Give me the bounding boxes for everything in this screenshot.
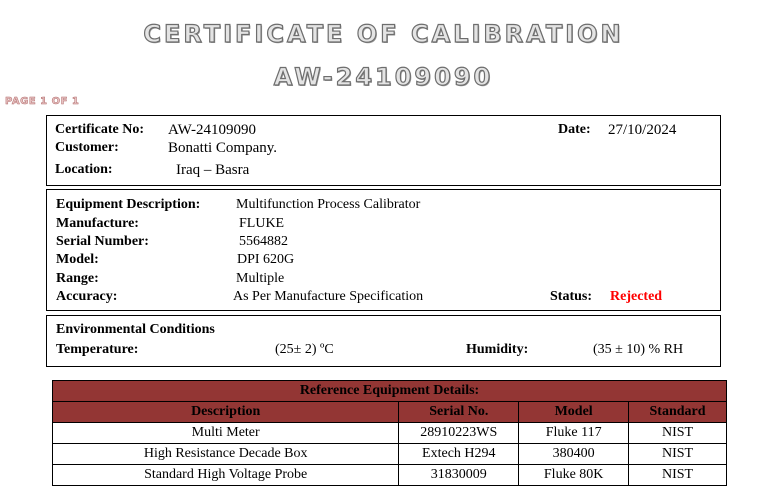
column-header-standard: Standard: [629, 402, 727, 423]
date-label: Date:: [558, 122, 591, 137]
humidity-value: (35 ± 10) % RH: [593, 342, 684, 357]
serial-number-value: 5564882: [239, 234, 288, 249]
manufacture-label: Manufacture:: [56, 216, 139, 231]
status-label: Status:: [550, 289, 593, 304]
customer-label: Customer:: [55, 140, 119, 155]
temperature-value: (25± 2) ºC: [275, 342, 334, 357]
certificate-title: CERTIFICATE OF CALIBRATION: [143, 20, 624, 48]
manufacture-value: FLUKE: [239, 216, 285, 231]
column-header-serial: Serial No.: [399, 402, 519, 423]
cert-no-value: AW-24109090: [168, 122, 256, 138]
cell-serial: 28910223WS: [399, 423, 519, 444]
serial-number-label: Serial Number:: [56, 234, 149, 249]
date-value: 27/10/2024: [608, 122, 677, 138]
reference-table-caption: Reference Equipment Details:: [53, 381, 727, 402]
table-row: [53, 444, 727, 465]
range-label: Range:: [56, 271, 99, 286]
cell-serial: 31830009: [399, 465, 519, 486]
location-value: Iraq – Basra: [176, 162, 250, 178]
certificate-id-title: AW-24109090: [273, 63, 494, 91]
model-label: Model:: [56, 252, 99, 267]
customer-value: Bonatti Company.: [168, 140, 278, 156]
accuracy-label: Accuracy:: [56, 289, 118, 304]
cell-standard: NIST: [629, 423, 727, 444]
reference-equipment-table: [52, 380, 727, 486]
environment-heading: Environmental Conditions: [56, 322, 215, 337]
cell-standard: NIST: [629, 465, 727, 486]
cell-model: Fluke 117: [519, 423, 629, 444]
temperature-label: Temperature:: [56, 342, 139, 357]
status-value: Rejected: [610, 289, 663, 304]
humidity-label: Humidity:: [466, 342, 529, 357]
table-row: [53, 423, 727, 444]
cell-standard: NIST: [629, 444, 727, 465]
range-value: Multiple: [236, 271, 285, 286]
cell-serial: Extech H294: [399, 444, 519, 465]
cell-description: High Resistance Decade Box: [53, 444, 399, 465]
equipment-description-value: Multifunction Process Calibrator: [236, 197, 421, 212]
cell-model: 380400: [519, 444, 629, 465]
column-header-model: Model: [519, 402, 629, 423]
cell-description: Standard High Voltage Probe: [53, 465, 399, 486]
accuracy-value: As Per Manufacture Specification: [233, 289, 424, 304]
model-value: DPI 620G: [237, 252, 295, 267]
column-header-description: Description: [53, 402, 399, 423]
page-number: PAGE 1 OF 1: [5, 96, 80, 107]
table-row: [53, 465, 727, 486]
cell-description: Multi Meter: [53, 423, 399, 444]
location-label: Location:: [55, 162, 113, 177]
equipment-description-label: Equipment Description:: [56, 197, 201, 212]
cert-no-label: Certificate No:: [55, 122, 145, 137]
cell-model: Fluke 80K: [519, 465, 629, 486]
